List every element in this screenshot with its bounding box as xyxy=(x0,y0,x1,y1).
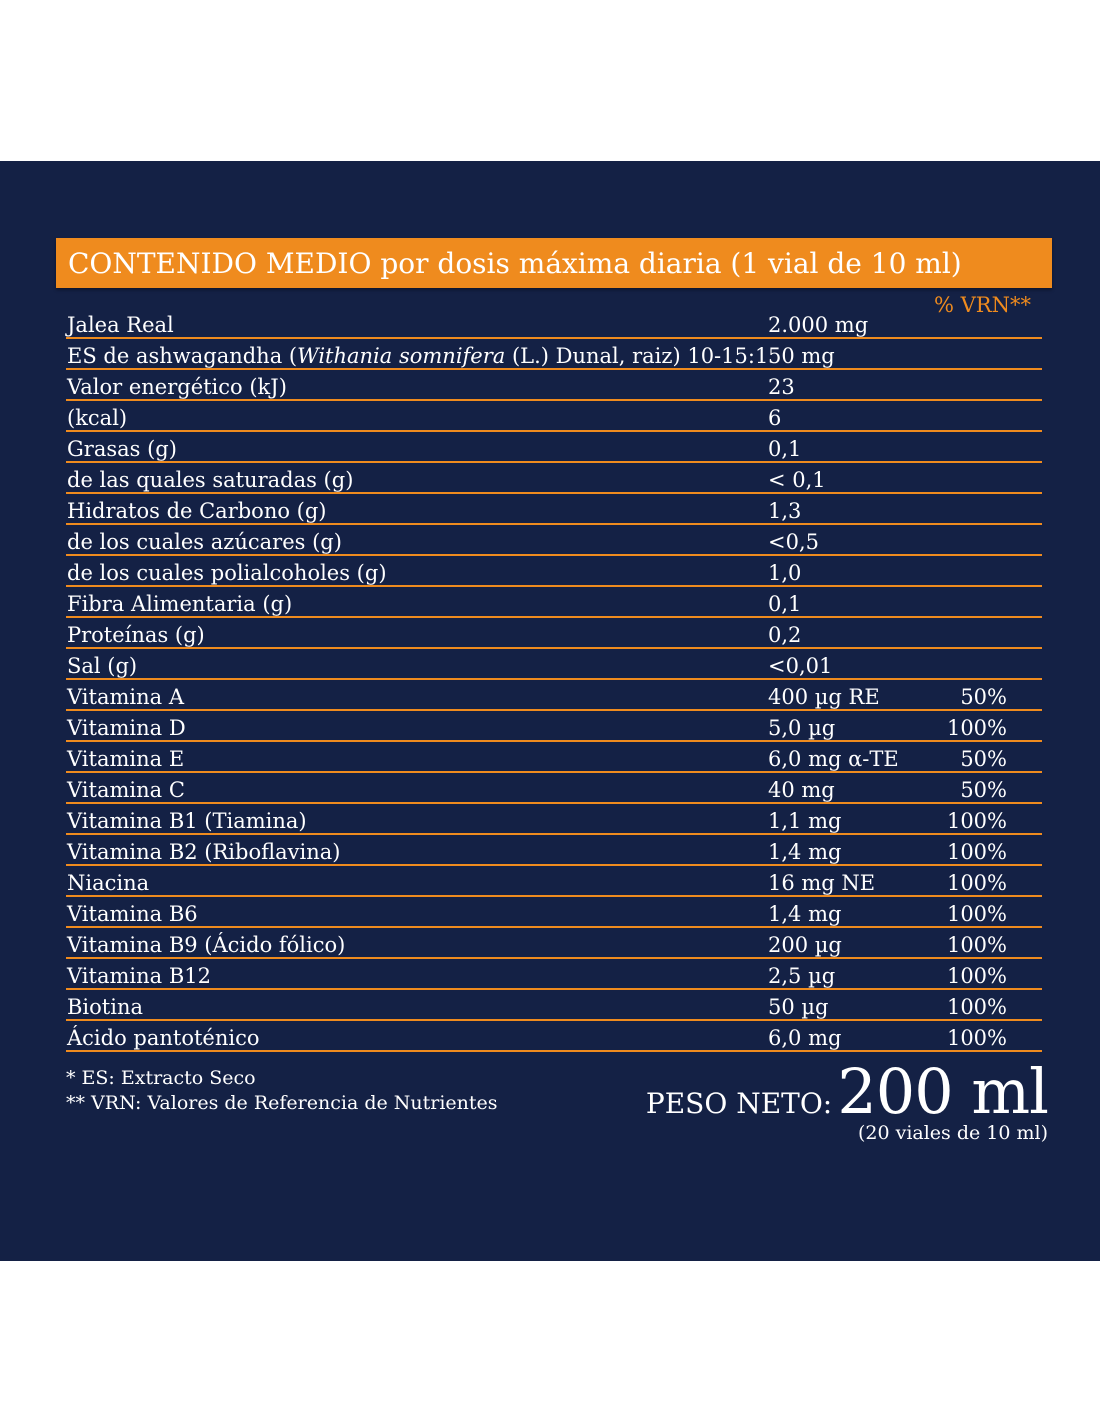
nutrient-amount: 50 mg xyxy=(768,344,835,368)
nutrient-vrn: 100% xyxy=(946,809,1007,833)
nutrient-amount: 6,0 mg xyxy=(768,1026,842,1050)
nutrient-amount: 1,4 mg xyxy=(768,840,842,864)
nutrient-name: Vitamina B2 (Riboflavina) xyxy=(67,840,341,864)
nutrient-name: de las quales saturadas (g) xyxy=(67,468,354,492)
nutrient-amount: 23 xyxy=(768,375,795,399)
nutrient-amount: 2.000 mg xyxy=(768,313,869,337)
table-row xyxy=(66,525,1042,556)
nutrient-amount: 5,0 µg xyxy=(768,716,836,740)
nutrient-name: Jalea Real xyxy=(67,313,174,337)
table-row xyxy=(66,494,1042,525)
nutrient-name: Vitamina E xyxy=(67,747,185,771)
table-row xyxy=(66,804,1042,835)
nutrient-amount: 2,5 µg xyxy=(768,964,836,988)
table-row xyxy=(66,990,1042,1021)
vrn-column-header: % VRN** xyxy=(934,293,1031,317)
nutrient-amount: 6 xyxy=(768,406,782,430)
nutrient-vrn: 100% xyxy=(946,1026,1007,1050)
table-row xyxy=(66,587,1042,618)
nutrient-name xyxy=(67,339,768,373)
nutrient-name: Sal (g) xyxy=(67,654,138,678)
nutrient-name: Valor energético (kJ) xyxy=(67,375,287,399)
nutrient-amount: 16 mg NE xyxy=(768,871,876,895)
nutrient-name: Vitamina B6 xyxy=(67,902,198,926)
footnote-es: * ES: Extracto Seco xyxy=(66,1067,256,1089)
nutrient-amount: <0,5 xyxy=(768,530,819,554)
table-row xyxy=(66,618,1042,649)
table-row xyxy=(66,835,1042,866)
footnotes xyxy=(66,1066,498,1116)
nutrient-name-prefix: ES de ashwagandha ( xyxy=(67,344,298,368)
nutrient-amount: 40 mg xyxy=(768,778,835,802)
nutrient-name: (kcal) xyxy=(67,406,128,430)
table-row xyxy=(66,742,1042,773)
nutrient-vrn: 50% xyxy=(960,747,1007,771)
nutrient-amount: 0,2 xyxy=(768,623,802,647)
nutrient-vrn: 50% xyxy=(960,685,1007,709)
net-weight-label: PESO NETO: xyxy=(645,1087,833,1120)
table-row xyxy=(66,370,1042,401)
table-row xyxy=(66,680,1042,711)
nutrient-amount: < 0,1 xyxy=(768,468,826,492)
nutrient-name: Vitamina A xyxy=(67,685,184,709)
table-row xyxy=(66,556,1042,587)
nutrient-name: Vitamina B9 (Ácido fólico) xyxy=(67,933,346,957)
nutrient-name: Hidratos de Carbono (g) xyxy=(67,499,327,523)
footnote-vrn: ** VRN: Valores de Referencia de Nutrientes xyxy=(66,1092,498,1114)
nutrient-amount: 400 µg RE xyxy=(768,685,880,709)
net-weight xyxy=(645,1055,1048,1144)
nutrient-name-suffix: (L.) Dunal, raiz) 10-15:1 xyxy=(505,344,769,368)
nutrient-vrn: 50% xyxy=(960,778,1007,802)
table-row xyxy=(66,401,1042,432)
table-title: CONTENIDO MEDIO por dosis máxima diaria (1 vial de 10 ml) xyxy=(56,238,1052,288)
nutrient-vrn: 100% xyxy=(946,902,1007,926)
nutrient-amount: 50 µg xyxy=(768,995,829,1019)
table-row xyxy=(66,928,1042,959)
table-row xyxy=(66,432,1042,463)
nutrient-vrn: 100% xyxy=(946,995,1007,1019)
nutrient-name: Vitamina D xyxy=(67,716,186,740)
nutrient-name-italic: Withania somnifera xyxy=(297,344,506,368)
nutrient-name: Ácido pantoténico xyxy=(67,1026,260,1050)
nutrient-vrn: 100% xyxy=(946,716,1007,740)
net-weight-value: 200 ml xyxy=(837,1055,1048,1128)
nutrient-name: de los cuales azúcares (g) xyxy=(67,530,342,554)
nutrient-name: Vitamina B12 xyxy=(67,964,211,988)
nutrient-amount: 1,3 xyxy=(768,499,802,523)
nutrient-amount: 1,1 mg xyxy=(768,809,842,833)
table-row xyxy=(66,649,1042,680)
nutrient-name: Biotina xyxy=(67,995,143,1019)
table-row xyxy=(66,1021,1042,1052)
table-row xyxy=(66,959,1042,990)
table-row xyxy=(66,339,1042,370)
nutrition-table xyxy=(66,308,1042,1052)
net-weight-sub: (20 viales de 10 ml) xyxy=(857,1122,1048,1144)
nutrition-panel xyxy=(0,161,1100,1261)
table-row xyxy=(66,897,1042,928)
nutrient-name: de los cuales polialcoholes (g) xyxy=(67,561,387,585)
table-row xyxy=(66,463,1042,494)
nutrient-name: Niacina xyxy=(67,871,150,895)
nutrient-name: Vitamina C xyxy=(67,778,185,802)
table-row xyxy=(66,773,1042,804)
nutrient-name: Grasas (g) xyxy=(67,437,177,461)
table-row xyxy=(66,711,1042,742)
nutrient-vrn: 100% xyxy=(946,933,1007,957)
table-row xyxy=(66,308,1042,339)
nutrient-amount: 0,1 xyxy=(768,592,802,616)
nutrient-amount: 1,4 mg xyxy=(768,902,842,926)
nutrient-vrn: 100% xyxy=(946,964,1007,988)
nutrient-amount: 6,0 mg α-TE xyxy=(768,747,899,771)
nutrient-amount: <0,01 xyxy=(768,654,833,678)
table-row xyxy=(66,866,1042,897)
nutrient-vrn: 100% xyxy=(946,840,1007,864)
nutrient-amount: 0,1 xyxy=(768,437,802,461)
nutrient-name: Proteínas (g) xyxy=(67,623,205,647)
nutrient-vrn: 100% xyxy=(946,871,1007,895)
nutrient-amount: 200 µg xyxy=(768,933,842,957)
nutrient-name: Vitamina B1 (Tiamina) xyxy=(67,809,307,833)
nutrient-name: Fibra Alimentaria (g) xyxy=(67,592,293,616)
nutrient-amount: 1,0 xyxy=(768,561,802,585)
